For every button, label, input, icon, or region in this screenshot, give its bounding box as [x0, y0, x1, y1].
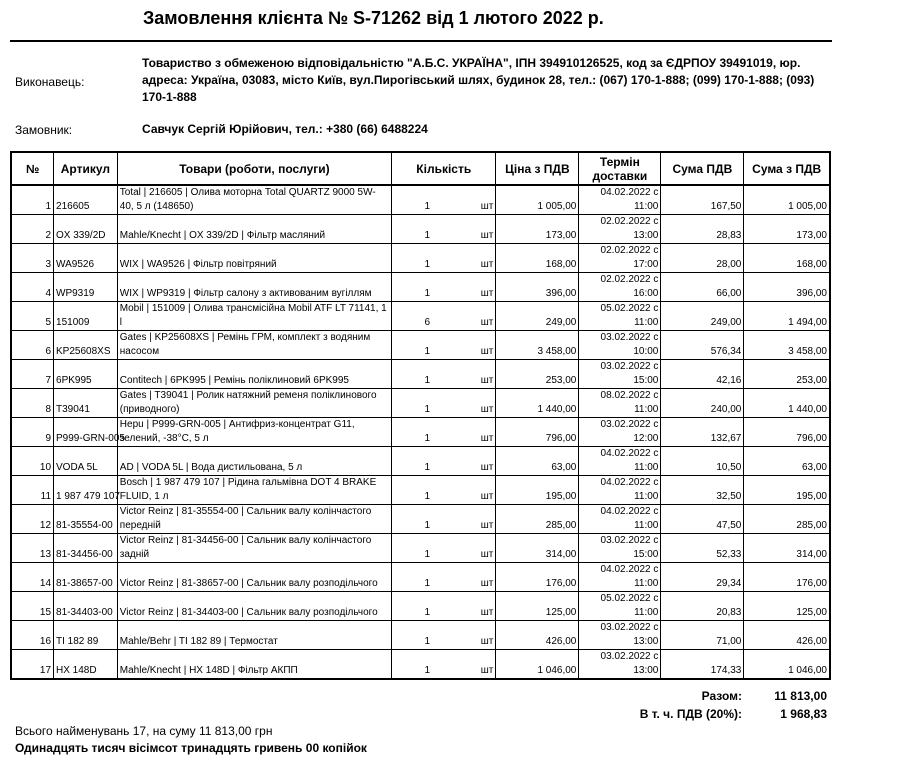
row-number: 9	[11, 418, 54, 447]
row-term-time: 11:00	[634, 462, 659, 473]
amount-in-words: Одинадцять тисяч вісімсот тринадцять гривень 00 копійок	[15, 741, 367, 755]
row-vat: 32,50	[661, 476, 744, 505]
row-goods: Victor Reinz | 81-34403-00 | Сальник валу розподільчого	[117, 592, 391, 621]
row-price: 1 440,00	[496, 389, 579, 418]
row-sum: 285,00	[744, 505, 830, 534]
table-row	[11, 244, 830, 273]
row-term-time: 11:00	[634, 607, 659, 618]
table-row	[11, 505, 830, 534]
row-term	[579, 389, 661, 418]
row-qty: 1	[392, 331, 432, 360]
row-article: T39041	[54, 389, 118, 418]
row-qty: 1	[392, 418, 432, 447]
row-sum: 796,00	[744, 418, 830, 447]
row-number: 5	[11, 302, 54, 331]
row-number: 11	[11, 476, 54, 505]
row-number: 15	[11, 592, 54, 621]
row-term-date: 03.02.2022 с	[600, 622, 659, 633]
row-goods: Victor Reinz | 81-35554-00 | Сальник валу колінчастого передній	[117, 505, 391, 534]
row-goods: AD | VODA 5L | Вода дистильована, 5 л	[117, 447, 391, 476]
row-price: 285,00	[496, 505, 579, 534]
vat-total-value: 1 968,83	[780, 707, 827, 721]
col-sum-header: Сума з ПДВ	[744, 152, 830, 185]
row-unit: шт	[432, 331, 496, 360]
table-row	[11, 418, 830, 447]
row-sum: 1 494,00	[744, 302, 830, 331]
row-price: 176,00	[496, 563, 579, 592]
table-row	[11, 650, 830, 680]
row-term-date: 04.02.2022 с	[600, 564, 659, 575]
table-row	[11, 447, 830, 476]
row-qty: 1	[392, 563, 432, 592]
row-term-time: 13:00	[633, 636, 659, 647]
table-row	[11, 389, 830, 418]
row-term-date: 04.02.2022 с	[600, 506, 659, 517]
row-price: 63,00	[496, 447, 579, 476]
row-qty: 1	[392, 476, 432, 505]
row-vat: 47,50	[661, 505, 744, 534]
row-goods: Mobil | 151009 | Олива трансмісійна Mobil ATF LT 71141, 1 l	[117, 302, 391, 331]
row-qty: 1	[392, 244, 432, 273]
row-term	[579, 273, 661, 302]
customer-details: Савчук Сергій Юрійович, тел.: +380 (66) 6488224	[142, 122, 428, 136]
row-goods: Mahle/Behr | TI 182 89 | Термостат	[117, 621, 391, 650]
row-sum: 1 440,00	[744, 389, 830, 418]
col-article-header: Артикул	[54, 152, 118, 185]
row-number: 16	[11, 621, 54, 650]
row-number: 14	[11, 563, 54, 592]
row-goods: Total | 216605 | Олива моторна Total QUARTZ 9000 5W-40, 5 л (148650)	[117, 185, 391, 215]
row-article: 81-34456-00	[54, 534, 118, 563]
row-term-time: 13:00	[633, 230, 659, 241]
row-goods: Gates | T39041 | Ролик натяжний ременя поліклинового (приводного)	[117, 389, 391, 418]
row-term	[579, 592, 661, 621]
customer-label: Замовник:	[15, 123, 73, 137]
row-unit: шт	[432, 244, 496, 273]
row-vat: 71,00	[661, 621, 744, 650]
row-article: 81-38657-00	[54, 563, 118, 592]
row-term-date: 04.02.2022 с	[600, 187, 659, 198]
table-row	[11, 273, 830, 302]
row-term	[579, 476, 661, 505]
row-price: 3 458,00	[496, 331, 579, 360]
row-term-time: 11:00	[634, 317, 659, 328]
row-sum: 168,00	[744, 244, 830, 273]
row-unit: шт	[432, 302, 496, 331]
row-article: OX 339/2D	[54, 215, 118, 244]
row-sum: 253,00	[744, 360, 830, 389]
row-term	[579, 650, 661, 680]
row-qty: 1	[392, 621, 432, 650]
total-label: Разом:	[701, 689, 742, 703]
row-price: 314,00	[496, 534, 579, 563]
table-row	[11, 302, 830, 331]
col-vat-header: Сума ПДВ	[661, 152, 744, 185]
row-term	[579, 418, 661, 447]
table-row	[11, 476, 830, 505]
row-vat: 28,00	[661, 244, 744, 273]
row-term-time: 10:00	[633, 346, 659, 357]
row-term	[579, 302, 661, 331]
row-sum: 1 005,00	[744, 185, 830, 215]
row-sum: 426,00	[744, 621, 830, 650]
row-sum: 173,00	[744, 215, 830, 244]
row-term-time: 11:00	[634, 578, 659, 589]
row-article: 151009	[54, 302, 118, 331]
row-article: 81-34403-00	[54, 592, 118, 621]
row-term	[579, 505, 661, 534]
row-term-date: 03.02.2022 с	[600, 332, 659, 343]
row-unit: шт	[432, 360, 496, 389]
row-vat: 132,67	[661, 418, 744, 447]
row-qty: 1	[392, 534, 432, 563]
row-unit: шт	[432, 592, 496, 621]
row-term	[579, 360, 661, 389]
total-value: 11 813,00	[774, 689, 827, 703]
row-number: 7	[11, 360, 54, 389]
page-title: Замовлення клієнта № S-71262 від 1 лютого 2022 р.	[143, 8, 604, 28]
row-number: 2	[11, 215, 54, 244]
row-qty: 1	[392, 273, 432, 302]
row-unit: шт	[432, 185, 496, 215]
row-term-date: 02.02.2022 с	[600, 216, 659, 227]
row-qty: 1	[392, 185, 432, 215]
row-term-time: 13:00	[633, 665, 659, 676]
row-qty: 1	[392, 505, 432, 534]
table-row	[11, 592, 830, 621]
row-term-date: 03.02.2022 с	[600, 651, 659, 662]
row-term	[579, 534, 661, 563]
row-price: 426,00	[496, 621, 579, 650]
row-term-time: 11:00	[634, 404, 659, 415]
row-term-date: 02.02.2022 с	[600, 245, 659, 256]
row-article: TI 182 89	[54, 621, 118, 650]
row-qty: 1	[392, 447, 432, 476]
row-goods: WIX | WP9319 | Фільтр салону з активованим вугіллям	[117, 273, 391, 302]
row-sum: 176,00	[744, 563, 830, 592]
row-unit: шт	[432, 215, 496, 244]
row-article: 1 987 479 107	[54, 476, 118, 505]
row-number: 10	[11, 447, 54, 476]
row-price: 173,00	[496, 215, 579, 244]
row-vat: 42,16	[661, 360, 744, 389]
row-price: 1 046,00	[496, 650, 579, 680]
row-price: 1 005,00	[496, 185, 579, 215]
row-article: KP25608XS	[54, 331, 118, 360]
executor-label: Виконавець:	[15, 75, 85, 89]
row-term-date: 03.02.2022 с	[600, 361, 659, 372]
row-goods: Contitech | 6PK995 | Ремінь поліклиновий 6PK995	[117, 360, 391, 389]
row-unit: шт	[432, 389, 496, 418]
row-price: 253,00	[496, 360, 579, 389]
row-vat: 28,83	[661, 215, 744, 244]
row-term-date: 04.02.2022 с	[600, 448, 659, 459]
row-vat: 576,34	[661, 331, 744, 360]
row-article: WP9319	[54, 273, 118, 302]
row-term-date: 03.02.2022 с	[600, 535, 659, 546]
row-qty: 1	[392, 215, 432, 244]
row-goods: Victor Reinz | 81-38657-00 | Сальник валу розподільчого	[117, 563, 391, 592]
row-vat: 29,34	[661, 563, 744, 592]
row-term	[579, 563, 661, 592]
col-qty-header: Кількість	[392, 152, 496, 185]
row-price: 125,00	[496, 592, 579, 621]
vat-total-label: В т. ч. ПДВ (20%):	[639, 707, 742, 721]
row-article: VODA 5L	[54, 447, 118, 476]
row-qty: 1	[392, 592, 432, 621]
row-number: 13	[11, 534, 54, 563]
row-term-time: 11:00	[634, 491, 659, 502]
row-term	[579, 215, 661, 244]
row-vat: 240,00	[661, 389, 744, 418]
row-term-time: 16:00	[633, 288, 659, 299]
row-number: 8	[11, 389, 54, 418]
table-row	[11, 331, 830, 360]
row-vat: 167,50	[661, 185, 744, 215]
row-unit: шт	[432, 621, 496, 650]
row-term	[579, 185, 661, 215]
row-goods: Victor Reinz | 81-34456-00 | Сальник валу колінчастого задній	[117, 534, 391, 563]
row-term-time: 17:00	[633, 259, 659, 270]
row-price: 796,00	[496, 418, 579, 447]
row-number: 12	[11, 505, 54, 534]
row-sum: 63,00	[744, 447, 830, 476]
table-row	[11, 534, 830, 563]
row-goods: Bosch | 1 987 479 107 | Рідина гальмівна DOT 4 BRAKE FLUID, 1 л	[117, 476, 391, 505]
row-unit: шт	[432, 534, 496, 563]
row-number: 6	[11, 331, 54, 360]
table-row	[11, 360, 830, 389]
table-header-row	[11, 152, 830, 185]
row-qty: 1	[392, 389, 432, 418]
row-goods: Gates | KP25608XS | Ремінь ГРМ, комплект з водяним насосом	[117, 331, 391, 360]
row-price: 195,00	[496, 476, 579, 505]
row-term-date: 08.02.2022 с	[600, 390, 659, 401]
row-goods: Mahle/Knecht | OX 339/2D | Фільтр масляний	[117, 215, 391, 244]
row-term-date: 04.02.2022 с	[600, 477, 659, 488]
col-goods-header: Товари (роботи, послуги)	[117, 152, 391, 185]
row-sum: 314,00	[744, 534, 830, 563]
row-goods: WIX | WA9526 | Фільтр повітряний	[117, 244, 391, 273]
executor-details: Товариство з обмеженою відповідальністю "А.Б.С. УКРАЇНА", ІПН 394910126525, код за ЄДРПОУ 39491019, юр. адреса: Україна, 03083, місто Київ, вул.Пирогівський шлях, будинок 28, тел.: (067) 170-1-888; (099) 170-1-888; (093) 170-1-888	[142, 56, 815, 104]
row-vat: 174,33	[661, 650, 744, 680]
row-price: 249,00	[496, 302, 579, 331]
row-vat: 66,00	[661, 273, 744, 302]
items-table	[10, 151, 831, 680]
row-sum: 3 458,00	[744, 331, 830, 360]
row-term-date: 05.02.2022 с	[600, 593, 659, 604]
row-term	[579, 244, 661, 273]
row-article: 216605	[54, 185, 118, 215]
table-row	[11, 215, 830, 244]
row-price: 396,00	[496, 273, 579, 302]
row-term-time: 12:00	[633, 433, 659, 444]
row-sum: 1 046,00	[744, 650, 830, 680]
row-goods: Mahle/Knecht | HX 148D | Фільтр АКПП	[117, 650, 391, 680]
row-goods: Hepu | P999-GRN-005 | Антифриз-концентрат G11, зелений, -38°C, 5 л	[117, 418, 391, 447]
row-sum: 396,00	[744, 273, 830, 302]
row-vat: 10,50	[661, 447, 744, 476]
row-number: 4	[11, 273, 54, 302]
row-sum: 125,00	[744, 592, 830, 621]
row-qty: 1	[392, 360, 432, 389]
row-qty: 6	[392, 302, 432, 331]
row-term-date: 03.02.2022 с	[600, 419, 659, 430]
row-article: P999-GRN-005	[54, 418, 118, 447]
row-unit: шт	[432, 447, 496, 476]
row-unit: шт	[432, 505, 496, 534]
col-num-header: №	[11, 152, 54, 185]
row-number: 1	[11, 185, 54, 215]
row-sum: 195,00	[744, 476, 830, 505]
row-term-time: 11:00	[634, 520, 659, 531]
row-vat: 20,83	[661, 592, 744, 621]
row-term-time: 15:00	[633, 375, 659, 386]
row-unit: шт	[432, 563, 496, 592]
table-row	[11, 185, 830, 215]
row-number: 3	[11, 244, 54, 273]
row-term-date: 05.02.2022 с	[600, 303, 659, 314]
row-term-time: 15:00	[633, 549, 659, 560]
row-unit: шт	[432, 650, 496, 680]
row-vat: 52,33	[661, 534, 744, 563]
row-number: 17	[11, 650, 54, 680]
summary-text: Всього найменувань 17, на суму 11 813,00 грн	[15, 724, 273, 738]
row-article: 6PK995	[54, 360, 118, 389]
table-row	[11, 621, 830, 650]
row-unit: шт	[432, 476, 496, 505]
row-qty: 1	[392, 650, 432, 680]
row-unit: шт	[432, 418, 496, 447]
row-vat: 249,00	[661, 302, 744, 331]
col-term-header: Термін доставки	[579, 152, 661, 185]
row-price: 168,00	[496, 244, 579, 273]
col-price-header: Ціна з ПДВ	[496, 152, 579, 185]
row-article: HX 148D	[54, 650, 118, 680]
row-unit: шт	[432, 273, 496, 302]
row-term-time: 11:00	[634, 201, 659, 212]
row-article: 81-35554-00	[54, 505, 118, 534]
table-row	[11, 563, 830, 592]
row-term	[579, 331, 661, 360]
row-term	[579, 621, 661, 650]
title-divider	[10, 40, 832, 42]
row-term	[579, 447, 661, 476]
row-term-date: 02.02.2022 с	[600, 274, 659, 285]
row-article: WA9526	[54, 244, 118, 273]
